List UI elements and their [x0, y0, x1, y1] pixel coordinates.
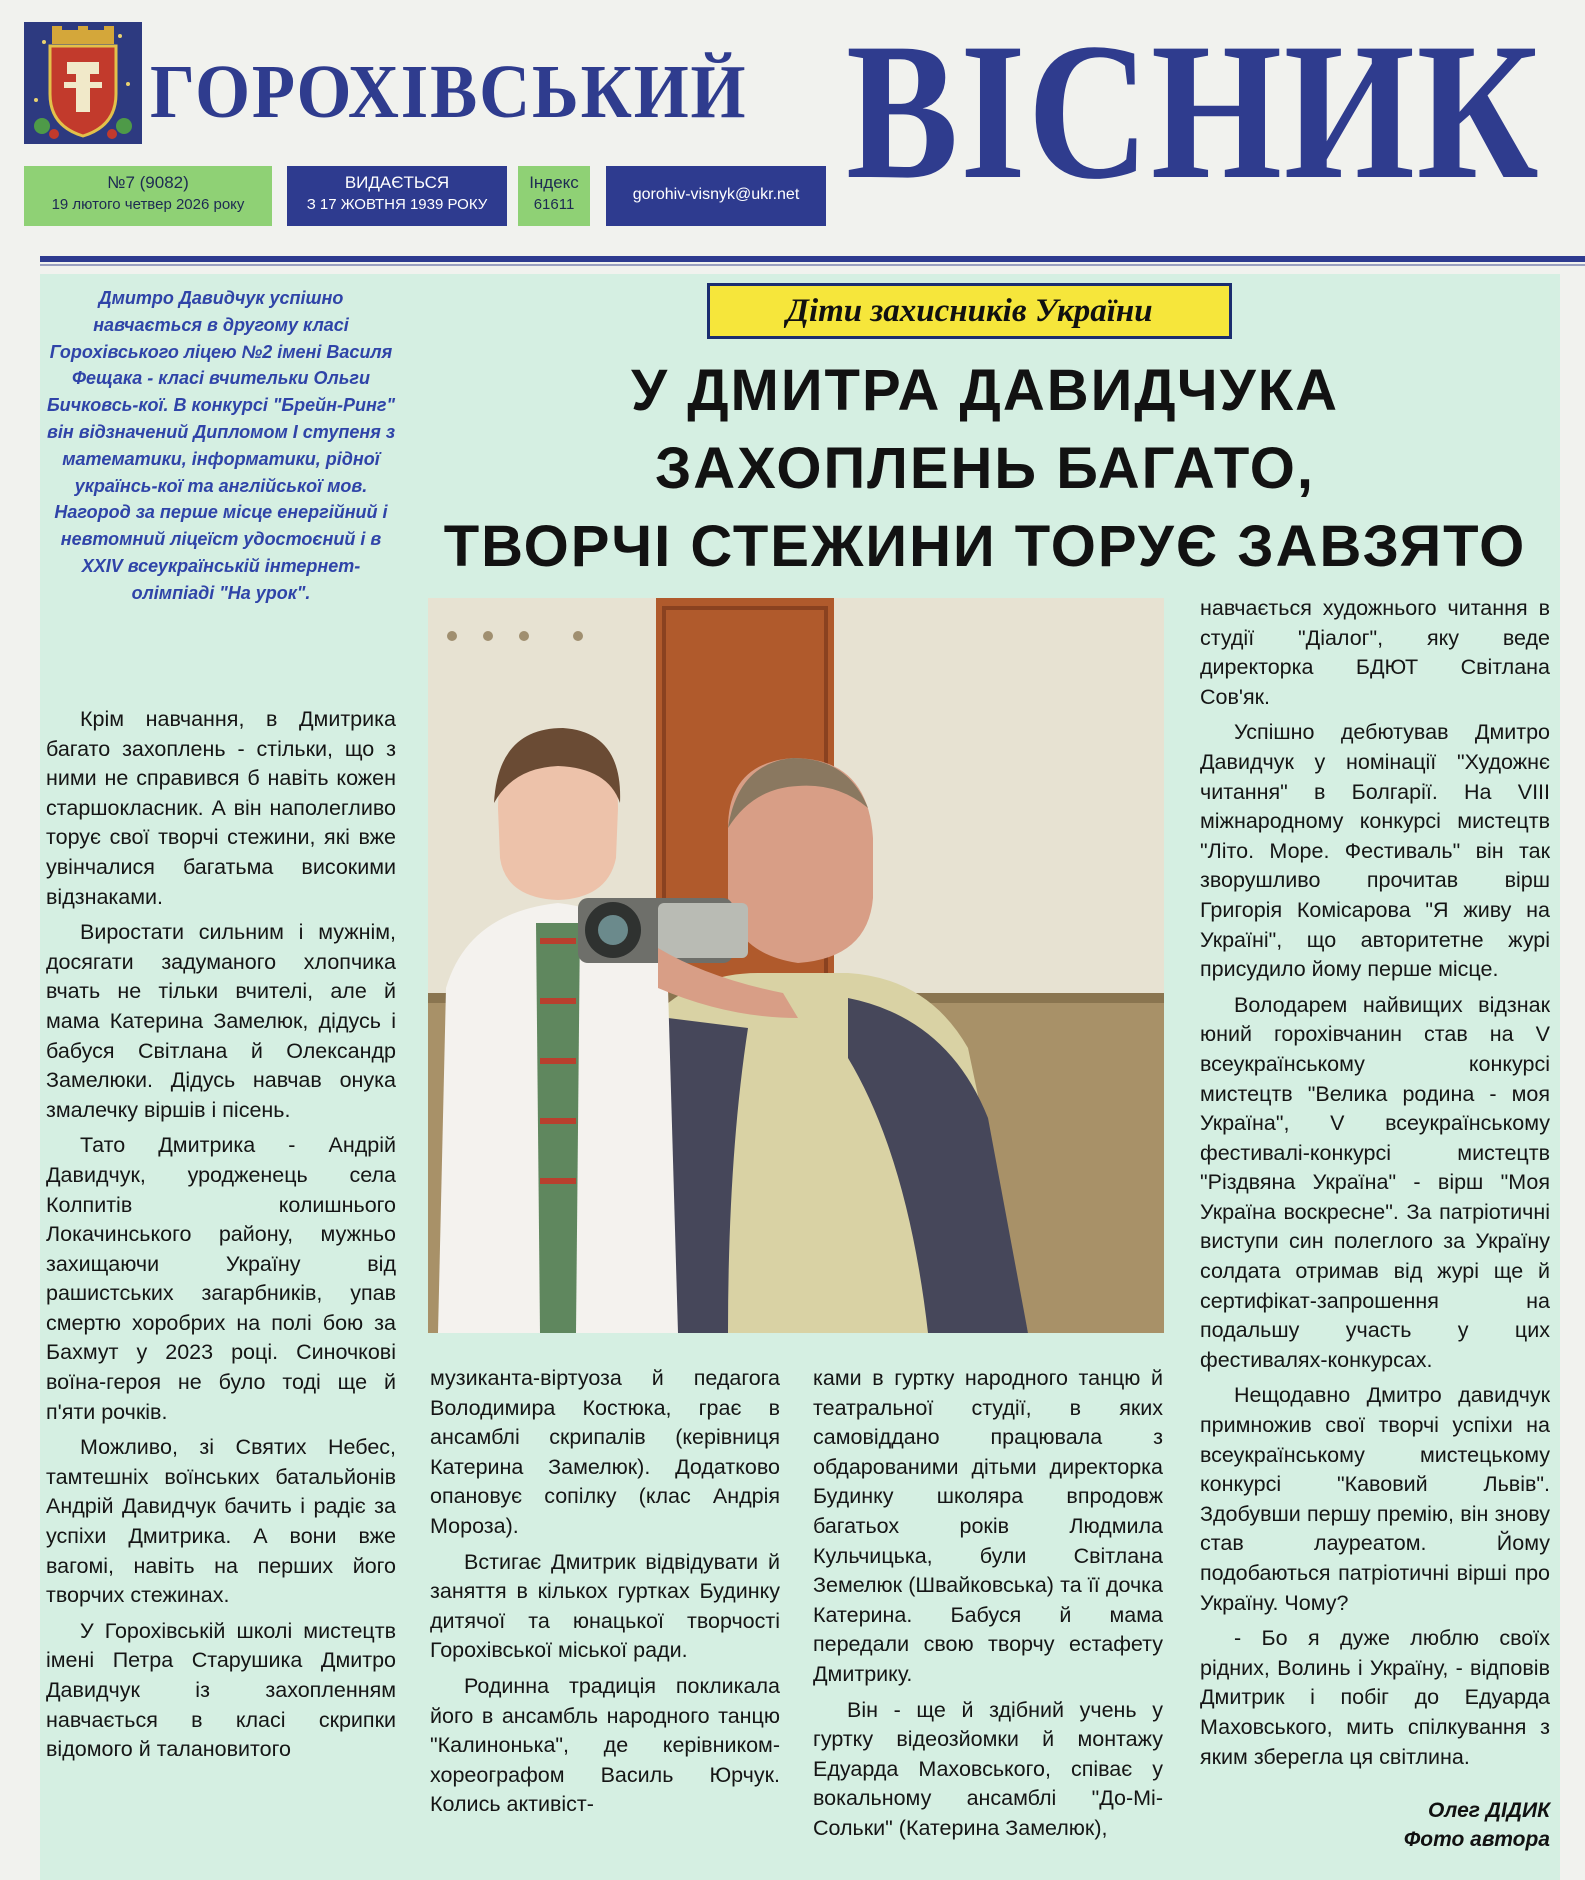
paragraph: навчається художнього читання в студії "Діалог", яку веде директорка БДЮТ Світлана Сов'як.	[1200, 596, 1550, 709]
paragraph: Нещодавно Дмитро давидчук примножив свої творчі успіхи на всеукраїнському мистецькому конкурсі "Кавовий Львів". Здобувши першу премію, він знову став лауреатом. Йому подобаються патріотичні вірші про Україну. Чому?	[1200, 1383, 1550, 1615]
paragraph: музиканта-віртуоза й педагога Володимира Костюка, грає в ансамблі скрипалів (керівниця Катерина Замелюк). Додатково опановує сопілку (клас Андрія Мороза).	[430, 1366, 780, 1538]
paragraph: Крім навчання, в Дмитрика багато захоплень - стільки, що з ними не справився б навіть кожен старшокласник. А він наполегливо торує свої творчі стежини, які вже увінчалися багатьма високими відзнаками.	[46, 707, 396, 909]
email[interactable]: gorohiv-visnyk@ukr.net	[632, 186, 800, 203]
email-box	[606, 166, 826, 226]
index-value: 61611	[533, 196, 575, 213]
headline-line-3: ТВОРЧІ СТЕЖИНИ ТОРУЄ ЗАВЗЯТО	[443, 514, 1527, 579]
paragraph: Встигає Дмитрик відвідувати й заняття в кількох гуртках Будинку дитячої та юнацької творчості Горохівської міської ради.	[430, 1549, 780, 1663]
masthead-divider	[40, 256, 1585, 262]
rubric-label: Діти захисників України	[707, 283, 1232, 339]
masthead-title-big: ВІСНИК	[846, 3, 1541, 220]
paragraph: У Горохівській школі мистецтв імені Петра Старушика Дмитро Давидчук із захопленням навчається в класі скрипки відомого й талановитого	[46, 1618, 396, 1762]
author-name: Олег ДІДИК	[1427, 1799, 1550, 1822]
masthead-title-small: ГОРОХІВСЬКИЙ	[150, 50, 748, 134]
article-lead: Дмитро Давидчук успішно навчається в другому класі Горохівського ліцею №2 імені Василя Фещака - класі вчительки Ольги Бичковсь-кої. В конкурсі "Брейн-Ринг" він відзначений Дипломом І ступеня з математики, інформатики, рідної українсь-кої та англійської мов. Нагород за перше місце енергійний і невтомний ліцеїст удостоєний і в XXIV всеукраїнській інтернет-олімпіаді "На урок".	[46, 288, 396, 603]
published-since-box	[287, 166, 507, 226]
article-column-4	[1200, 594, 1550, 1778]
coat-of-arms-icon	[24, 22, 142, 144]
paragraph: Успішно дебютував Дмитро Давидчук у номінації "Художнє читання" в Болгарії. На VIII міжнародному конкурсі мистецтв "Літо. Море. Фестиваль" він так зворушливо прочитав вірш Григорія Комісарова "Я живу на Україні", що авторитетне журі присудило йому перше місце.	[1200, 720, 1550, 982]
issue-box	[24, 166, 272, 226]
paragraph: Тато Дмитрика - Андрій Давидчук, уродженець села Колпитів колишнього Локачинського району, мужньо захищаючи Україну від рашистських загарбників, упав смертю хоробрих на полі бою за Бахмут у 2023 році. Синочкові воїна-героя не було тоді ще й п'яти рочків.	[46, 1133, 396, 1424]
masthead-divider-thin	[40, 264, 1585, 266]
photo-credit: Фото автора	[1403, 1828, 1550, 1851]
article-photo	[428, 598, 1164, 1333]
paragraph: Можливо, зі Святих Небес, тамтешніх воїнських батальйонів Андрій Давидчук бачить і радіє за успіхи Дмитрика. А вони вже вагомі, навіть на перших його творчих стежинах.	[46, 1435, 396, 1608]
paragraph: - Бо я дуже люблю своїх рідних, Волинь і Україну, - відповів Дмитрик і побіг до Едуарда Маховського, мить спілкування з яким зберегла ця світлина.	[1200, 1626, 1550, 1769]
article-column-2	[430, 1364, 780, 1826]
paragraph: ками в гуртку народного танцю й театральної студії, в яких самовіддано працювала з обдарованими дітьми директорка Будинку школяра впродовж багатьох років Людмила Кульчицька, були Світлана Земелюк (Швайковська) та її дочка Катерина. Бабуся й мама передали свою творчу естафету Дмитрику.	[813, 1366, 1163, 1686]
paragraph: Володарем найвищих відзнак юний горохівчанин став на V всеукраїнському конкурсі мистецтв "Велика родина - моя Україна", V всеукраїнському фестивалі-конкурсі мистецтв "Різдвяна Україна" - вірш "Моя Україна воскресне". За патріотичні виступи син полеглого за Україну солдата отримав від журі ще й сертифікат-запрошення на подальшу участь у цих фестивалях-конкурсах.	[1200, 992, 1550, 1372]
paragraph: Родинна традиція покликала його в ансамбль народного танцю "Калинонька", де керівником-хореографом Василь Юрчук. Колись активіст-	[430, 1673, 780, 1817]
article-column-3	[813, 1364, 1163, 1850]
paragraph: Він - ще й здібний учень у гуртку відеозйомки й монтажу Едуарда Маховського, співає у вокальному ансамблі "До-Мі-Сольки" (Катерина Замелюк),	[813, 1697, 1163, 1840]
published-since: З 17 ЖОВТНЯ 1939 РОКУ	[306, 196, 488, 213]
headline-line-2: ЗАХОПЛЕНЬ БАГАТО,	[654, 436, 1316, 501]
index-box	[518, 166, 590, 226]
published-label: ВИДАЄТЬСЯ	[344, 173, 450, 192]
headline-line-1: У ДМИТРА ДАВИДЧУКА	[631, 358, 1339, 423]
issue-number: №7 (9082)	[107, 173, 189, 192]
show-through-text	[160, 2, 820, 46]
index-label: Індекс	[529, 173, 579, 192]
byline	[1200, 1796, 1550, 1854]
paragraph: Виростати сильним і мужнім, досягати задуманого хлопчика вчать не тільки вчителі, але й мама Катерина Замелюк, дідусь і бабуся Світлана й Олександр Замелюки. Дідусь навчав онука змалечку віршів і пісень.	[46, 920, 396, 1122]
photo-boy-with-camera-and-man	[428, 598, 1164, 1333]
article-column-1	[46, 705, 396, 1771]
issue-date: 19 лютого четвер 2026 року	[51, 196, 245, 213]
headline	[410, 352, 1560, 586]
